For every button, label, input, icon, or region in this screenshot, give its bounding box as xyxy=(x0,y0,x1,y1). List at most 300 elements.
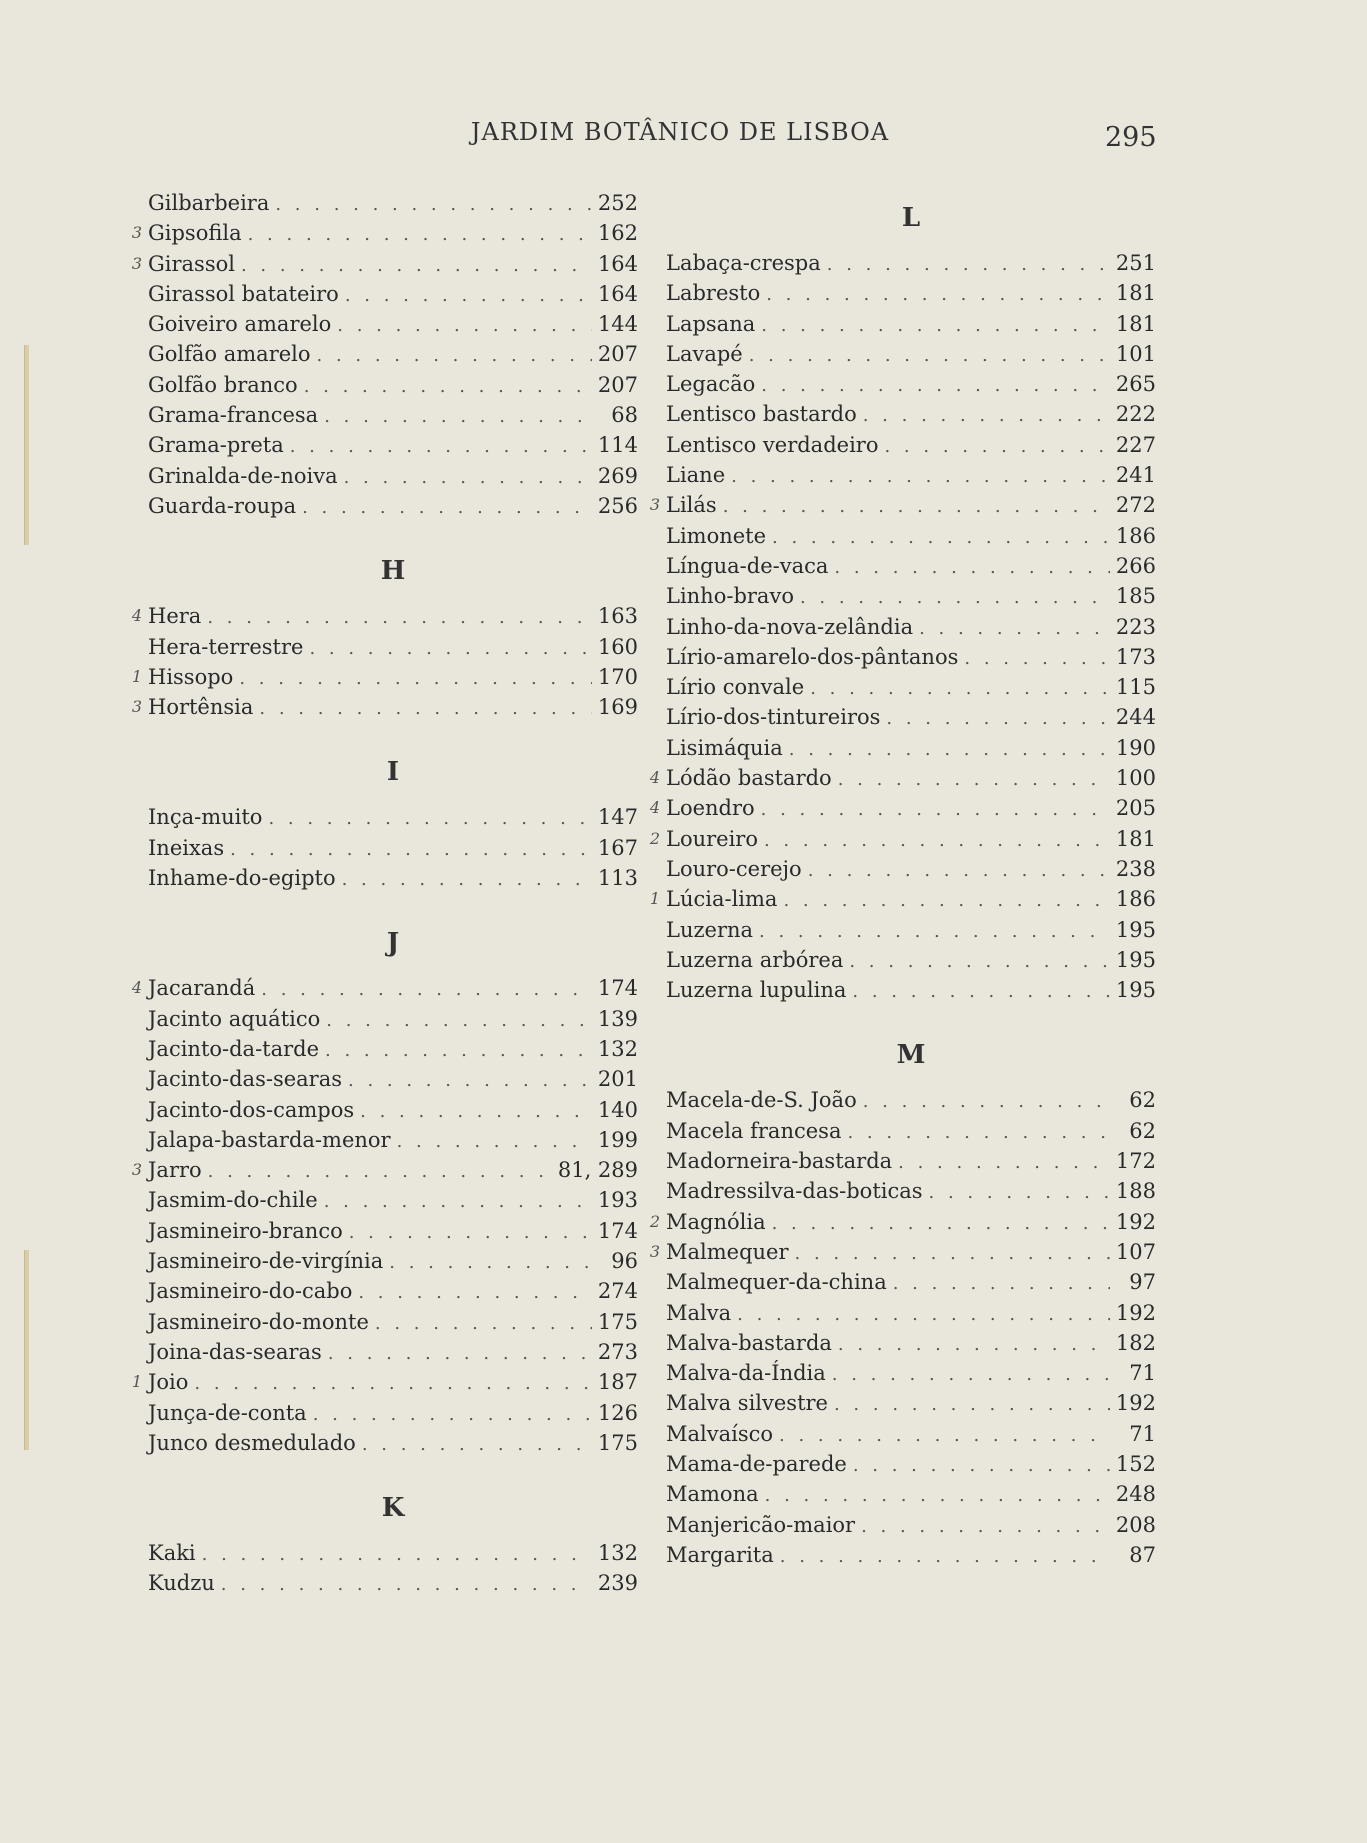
entry-name: Limonete xyxy=(666,523,767,548)
index-entry xyxy=(148,1125,638,1155)
index-entry xyxy=(148,309,638,339)
entry-page-number: 193 xyxy=(597,1188,638,1213)
index-entry xyxy=(148,1034,638,1064)
entry-page-number: 274 xyxy=(597,1279,638,1304)
entry-name: Linho-da-nova-zelândia xyxy=(666,614,914,639)
leader-dots xyxy=(375,1309,592,1339)
leader-dots xyxy=(230,835,592,865)
index-entry xyxy=(666,399,1156,429)
entry-name: Kudzu xyxy=(148,1571,215,1596)
index-entry xyxy=(649,1237,1156,1267)
index-entry xyxy=(666,1085,1156,1115)
left-index-column xyxy=(131,188,638,1599)
entry-name: Hortênsia xyxy=(148,695,254,720)
leader-dots xyxy=(248,220,592,250)
index-entry xyxy=(131,662,638,692)
index-entry xyxy=(666,915,1156,945)
leader-dots xyxy=(759,917,1110,947)
entry-page-number: 266 xyxy=(1115,553,1156,578)
index-entry xyxy=(666,1419,1156,1449)
index-entry xyxy=(148,339,638,369)
entry-name: Magnólia xyxy=(666,1209,766,1234)
index-entry xyxy=(148,491,638,521)
leader-dots xyxy=(342,865,592,895)
leader-dots xyxy=(764,826,1110,856)
index-entry xyxy=(131,218,638,248)
entry-name: Hissopo xyxy=(148,664,234,689)
entry-name: Jasmineiro-de-virgínia xyxy=(148,1249,384,1274)
entry-name: Jasmineiro-do-cabo xyxy=(148,1279,353,1304)
section-letter: K xyxy=(381,1493,405,1524)
entry-name: Lapsana xyxy=(666,311,756,336)
leader-dots xyxy=(325,1036,592,1066)
index-entry xyxy=(666,672,1156,702)
entry-page-number: 174 xyxy=(597,976,638,1001)
margin-mark: 3 xyxy=(131,1160,142,1180)
entry-name: Malva-da-Índia xyxy=(666,1361,826,1386)
entry-page-number: 175 xyxy=(597,1430,638,1455)
index-entry xyxy=(148,1095,638,1125)
entry-page-number: 132 xyxy=(597,1541,638,1566)
entry-page-number: 265 xyxy=(1115,372,1156,397)
margin-mark: 1 xyxy=(131,1372,142,1392)
leader-dots xyxy=(749,341,1110,371)
entry-name: Luzerna arbórea xyxy=(666,947,844,972)
entry-page-number: 144 xyxy=(597,312,638,337)
entry-name: Girassol xyxy=(148,251,235,276)
index-entry xyxy=(148,1398,638,1428)
entry-page-number: 164 xyxy=(597,281,638,306)
entry-page-number: 239 xyxy=(597,1571,638,1596)
entry-page-number: 174 xyxy=(597,1218,638,1243)
index-entry xyxy=(148,833,638,863)
index-entry xyxy=(649,1207,1156,1237)
index-entry xyxy=(666,1328,1156,1358)
index-entry xyxy=(666,1358,1156,1388)
entry-page-number: 71 xyxy=(1129,1361,1156,1386)
index-entry xyxy=(666,278,1156,308)
entry-name: Jasmineiro-do-monte xyxy=(148,1309,369,1334)
leader-dots xyxy=(832,1360,1110,1390)
leader-dots xyxy=(221,1570,592,1600)
index-entry xyxy=(666,1267,1156,1297)
leader-dots xyxy=(886,704,1110,734)
leader-dots xyxy=(202,1540,592,1570)
entry-name: Lavapé xyxy=(666,341,743,366)
leader-dots xyxy=(309,634,591,664)
leader-dots xyxy=(838,765,1110,795)
right-index-column xyxy=(649,188,1156,1570)
leader-dots xyxy=(326,1006,592,1036)
leader-dots xyxy=(344,463,592,493)
index-entry xyxy=(148,1246,638,1276)
entry-name: Língua-de-vaca xyxy=(666,553,829,578)
leader-dots xyxy=(810,674,1110,704)
entry-page-number: 115 xyxy=(1115,675,1156,700)
leader-dots xyxy=(780,1542,1110,1572)
entry-page-number: 273 xyxy=(597,1339,638,1364)
index-entry xyxy=(148,1538,638,1568)
leader-dots xyxy=(360,1097,592,1127)
entry-page-number: 199 xyxy=(597,1127,638,1152)
entry-name: Madorneira-bastarda xyxy=(666,1149,893,1174)
index-entry xyxy=(649,763,1156,793)
entry-name: Jasmineiro-branco xyxy=(148,1218,343,1243)
binding-strip-top xyxy=(24,345,29,545)
index-entry xyxy=(666,521,1156,551)
leader-dots xyxy=(241,251,592,281)
entry-name: Jalapa-bastarda-menor xyxy=(148,1127,391,1152)
margin-mark: 3 xyxy=(649,1241,660,1261)
leader-dots xyxy=(808,856,1110,886)
leader-dots xyxy=(898,1148,1110,1178)
leader-dots xyxy=(349,1218,592,1248)
index-entry xyxy=(666,642,1156,672)
entry-name: Jacinto-da-tarde xyxy=(148,1036,320,1061)
index-entry xyxy=(148,1004,638,1034)
entry-name: Macela francesa xyxy=(666,1118,842,1143)
binding-strip-bottom xyxy=(24,1250,29,1450)
entry-name: Labaça-crespa xyxy=(666,251,821,275)
entry-page-number: 140 xyxy=(597,1097,638,1122)
index-entry xyxy=(148,1185,638,1215)
entry-name: Lentisco bastardo xyxy=(666,402,857,427)
index-entry xyxy=(148,400,638,430)
leader-dots xyxy=(337,311,592,341)
margin-mark: 3 xyxy=(131,253,142,273)
section-letter: M xyxy=(896,1040,926,1071)
entry-name: Luzerna xyxy=(666,917,754,942)
leader-dots xyxy=(397,1127,592,1157)
entry-page-number: 100 xyxy=(1115,766,1156,791)
entry-name: Malmequer-da-china xyxy=(666,1270,887,1295)
entry-page-number: 167 xyxy=(597,835,638,860)
entry-name: Jacinto aquático xyxy=(148,1006,321,1031)
index-entry xyxy=(131,1367,638,1397)
leader-dots xyxy=(194,1369,591,1399)
index-entry xyxy=(666,248,1156,278)
leader-dots xyxy=(302,493,592,523)
margin-mark: 4 xyxy=(649,798,660,818)
index-entry xyxy=(131,601,638,631)
index-entry xyxy=(148,1428,638,1458)
entry-page-number: 126 xyxy=(597,1400,638,1425)
entry-page-number: 97 xyxy=(1129,1270,1156,1295)
entry-name: Labresto xyxy=(666,281,761,306)
entry-name: Junco desmedulado xyxy=(148,1430,356,1455)
entry-name: Liane xyxy=(666,463,726,488)
leader-dots xyxy=(208,1157,552,1187)
entry-name: Goiveiro amarelo xyxy=(148,312,332,337)
index-entry xyxy=(649,490,1156,520)
entry-page-number: 81, 289 xyxy=(557,1158,638,1183)
leader-dots xyxy=(275,190,592,220)
entry-name: Grama-preta xyxy=(148,433,284,458)
page-number: 295 xyxy=(1105,122,1157,153)
entry-name: Lilás xyxy=(666,493,717,518)
entry-page-number: 181 xyxy=(1115,281,1156,306)
index-entry xyxy=(666,339,1156,369)
leader-dots xyxy=(779,1421,1110,1451)
leader-dots xyxy=(324,402,592,432)
entry-page-number: 251 xyxy=(1115,251,1156,275)
entry-name: Mama-de-parede xyxy=(666,1451,847,1476)
leader-dots xyxy=(861,1512,1110,1542)
leader-dots xyxy=(827,250,1110,280)
leader-dots xyxy=(849,947,1110,977)
leader-dots xyxy=(893,1269,1110,1299)
entry-page-number: 227 xyxy=(1115,432,1156,457)
leader-dots xyxy=(324,1187,592,1217)
index-entry xyxy=(148,802,638,832)
leader-dots xyxy=(239,664,592,694)
margin-mark: 3 xyxy=(649,495,660,515)
entry-name: Joio xyxy=(148,1370,189,1395)
index-entry xyxy=(148,1568,638,1598)
entry-name: Joina-das-searas xyxy=(148,1339,322,1364)
leader-dots xyxy=(789,735,1110,765)
index-entry xyxy=(131,249,638,279)
leader-dots xyxy=(761,371,1110,401)
entry-page-number: 114 xyxy=(597,433,638,458)
entry-name: Jacinto-dos-campos xyxy=(148,1097,355,1122)
entry-name: Lírio convale xyxy=(666,675,805,700)
leader-dots xyxy=(261,975,592,1005)
entry-name: Malmequer xyxy=(666,1239,789,1264)
index-entry xyxy=(148,1276,638,1306)
entry-name: Grinalda-de-noiva xyxy=(148,463,338,488)
entry-page-number: 62 xyxy=(1129,1088,1156,1113)
entry-name: Macela-de-S. João xyxy=(666,1088,857,1113)
section-letter: I xyxy=(386,757,400,788)
entry-page-number: 272 xyxy=(1115,493,1156,518)
leader-dots xyxy=(852,977,1109,1007)
leader-dots xyxy=(795,1239,1110,1269)
entry-page-number: 186 xyxy=(1115,523,1156,548)
entry-page-number: 201 xyxy=(597,1067,638,1092)
entry-name: Inça-muito xyxy=(148,805,263,830)
margin-mark: 4 xyxy=(131,978,142,998)
entry-name: Malva xyxy=(666,1300,732,1325)
entry-page-number: 188 xyxy=(1115,1179,1156,1204)
leader-dots xyxy=(313,1400,592,1430)
index-entry xyxy=(131,1155,638,1185)
entry-name: Hera-terrestre xyxy=(148,634,304,659)
index-entry xyxy=(666,1510,1156,1540)
entry-page-number: 195 xyxy=(1115,917,1156,942)
entry-page-number: 195 xyxy=(1115,978,1156,1003)
entry-name: Junça-de-conta xyxy=(148,1400,307,1425)
leader-dots xyxy=(358,1278,592,1308)
index-entry xyxy=(666,612,1156,642)
leader-dots xyxy=(919,614,1110,644)
entry-name: Legacão xyxy=(666,372,756,397)
entry-name: Loureiro xyxy=(666,826,758,851)
index-entry xyxy=(666,430,1156,460)
entry-page-number: 132 xyxy=(597,1036,638,1061)
index-entry xyxy=(131,692,638,722)
index-entry xyxy=(666,854,1156,884)
entry-name: Mamona xyxy=(666,1482,759,1507)
entry-name: Ineixas xyxy=(148,835,225,860)
index-entry xyxy=(666,551,1156,581)
entry-page-number: 173 xyxy=(1115,644,1156,669)
leader-dots xyxy=(834,553,1110,583)
entry-page-number: 192 xyxy=(1115,1300,1156,1325)
entry-name: Lírio-dos-tintureiros xyxy=(666,705,881,730)
entry-name: Jacarandá xyxy=(148,976,256,1001)
index-entry xyxy=(666,1116,1156,1146)
entry-page-number: 192 xyxy=(1115,1209,1156,1234)
margin-mark: 1 xyxy=(649,889,660,909)
index-entry xyxy=(666,702,1156,732)
entry-name: Hera xyxy=(148,604,202,629)
entry-name: Gilbarbeira xyxy=(148,191,270,215)
entry-page-number: 87 xyxy=(1129,1542,1156,1567)
entry-page-number: 244 xyxy=(1115,705,1156,730)
entry-name: Jacinto-das-searas xyxy=(148,1067,343,1092)
entry-page-number: 101 xyxy=(1115,341,1156,366)
entry-page-number: 186 xyxy=(1115,887,1156,912)
entry-page-number: 71 xyxy=(1129,1421,1156,1446)
leader-dots xyxy=(259,694,592,724)
leader-dots xyxy=(884,432,1109,462)
entry-page-number: 162 xyxy=(597,221,638,246)
entry-page-number: 107 xyxy=(1115,1239,1156,1264)
leader-dots xyxy=(772,523,1110,553)
entry-name: Lentisco verdadeiro xyxy=(666,432,879,457)
entry-name: Golfão amarelo xyxy=(148,342,311,367)
leader-dots xyxy=(964,644,1110,674)
index-entry xyxy=(666,1540,1156,1570)
leader-dots xyxy=(863,401,1110,431)
entry-page-number: 175 xyxy=(597,1309,638,1334)
index-entry xyxy=(148,1307,638,1337)
entry-page-number: 208 xyxy=(1115,1512,1156,1537)
index-entry xyxy=(666,581,1156,611)
index-entry xyxy=(148,863,638,893)
entry-name: Lírio-amarelo-dos-pântanos xyxy=(666,644,959,669)
leader-dots xyxy=(766,280,1110,310)
entry-page-number: 269 xyxy=(597,463,638,488)
entry-page-number: 187 xyxy=(597,1370,638,1395)
entry-page-number: 164 xyxy=(597,251,638,276)
index-entry xyxy=(148,632,638,662)
index-entry xyxy=(666,1479,1156,1509)
entry-page-number: 223 xyxy=(1115,614,1156,639)
entry-name: Jasmim-do-chile xyxy=(148,1188,318,1213)
entry-page-number: 207 xyxy=(597,342,638,367)
margin-mark: 2 xyxy=(649,1211,660,1231)
entry-page-number: 163 xyxy=(597,604,638,629)
margin-mark: 1 xyxy=(131,666,142,686)
entry-name: Manjericão-maior xyxy=(666,1512,856,1537)
entry-page-number: 185 xyxy=(1115,584,1156,609)
entry-page-number: 252 xyxy=(597,191,638,215)
leader-dots xyxy=(304,372,592,402)
leader-dots xyxy=(761,311,1110,341)
entry-page-number: 195 xyxy=(1115,947,1156,972)
entry-page-number: 222 xyxy=(1115,402,1156,427)
entry-name: Golfão branco xyxy=(148,372,298,397)
index-entry xyxy=(148,279,638,309)
leader-dots xyxy=(761,795,1110,825)
index-entry xyxy=(649,824,1156,854)
entry-page-number: 160 xyxy=(597,634,638,659)
leader-dots xyxy=(765,1481,1110,1511)
entry-page-number: 139 xyxy=(597,1006,638,1031)
entry-name: Linho-bravo xyxy=(666,584,794,609)
entry-name: Malva-bastarda xyxy=(666,1330,832,1355)
index-entry xyxy=(666,945,1156,975)
entry-page-number: 172 xyxy=(1115,1149,1156,1174)
leader-dots xyxy=(863,1087,1110,1117)
entry-name: Girassol batateiro xyxy=(148,281,339,306)
index-entry xyxy=(666,1298,1156,1328)
entry-name: Luzerna lupulina xyxy=(666,978,847,1003)
running-header: JARDIM BOTÂNICO DE LISBOA xyxy=(470,118,890,146)
entry-page-number: 192 xyxy=(1115,1391,1156,1416)
entry-page-number: 181 xyxy=(1115,311,1156,336)
index-entry xyxy=(649,793,1156,823)
entry-name: Lúcia-lima xyxy=(666,887,778,912)
margin-mark: 4 xyxy=(649,768,660,788)
entry-name: Malvaísco xyxy=(666,1421,774,1446)
leader-dots xyxy=(268,804,591,834)
leader-dots xyxy=(290,432,592,462)
index-entry xyxy=(666,309,1156,339)
index-entry xyxy=(131,973,638,1003)
entry-name: Gipsofila xyxy=(148,221,242,246)
entry-page-number: 207 xyxy=(597,372,638,397)
entry-name: Madressilva-das-boticas xyxy=(666,1179,923,1204)
entry-page-number: 96 xyxy=(611,1249,638,1274)
index-entry xyxy=(148,1337,638,1367)
leader-dots xyxy=(929,1178,1110,1208)
entry-page-number: 170 xyxy=(597,664,638,689)
entry-name: Loendro xyxy=(666,796,755,821)
leader-dots xyxy=(328,1339,592,1369)
index-entry xyxy=(666,460,1156,490)
entry-page-number: 152 xyxy=(1115,1451,1156,1476)
entry-page-number: 62 xyxy=(1129,1118,1156,1143)
index-entry xyxy=(666,369,1156,399)
entry-page-number: 182 xyxy=(1115,1330,1156,1355)
index-entry xyxy=(148,188,638,218)
leader-dots xyxy=(723,492,1110,522)
leader-dots xyxy=(389,1248,592,1278)
margin-mark: 4 xyxy=(131,606,142,626)
leader-dots xyxy=(731,462,1110,492)
entry-name: Lódão bastardo xyxy=(666,766,832,791)
entry-page-number: 238 xyxy=(1115,856,1156,881)
leader-dots xyxy=(737,1300,1110,1330)
entry-name: Louro-cerejo xyxy=(666,856,802,881)
entry-page-number: 205 xyxy=(1115,796,1156,821)
margin-mark: 3 xyxy=(131,697,142,717)
entry-page-number: 169 xyxy=(597,695,638,720)
section-letter: J xyxy=(386,928,400,959)
index-entry xyxy=(666,1146,1156,1176)
entry-name: Malva silvestre xyxy=(666,1391,828,1416)
leader-dots xyxy=(847,1118,1110,1148)
leader-dots xyxy=(345,281,592,311)
index-entry xyxy=(148,1216,638,1246)
entry-page-number: 248 xyxy=(1115,1482,1156,1507)
leader-dots xyxy=(853,1451,1110,1481)
index-entry xyxy=(666,975,1156,1005)
index-entry xyxy=(148,370,638,400)
